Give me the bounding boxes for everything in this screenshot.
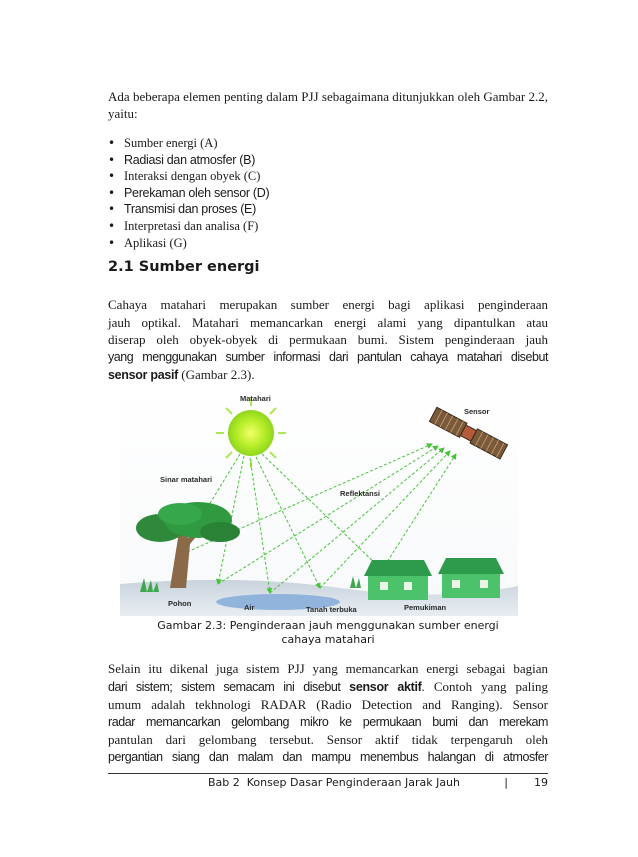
paragraph-line: Selain itu dikenal juga sistem PJJ yang memancarkan energi sebagai bagian (108, 661, 548, 676)
footer-separator: | (504, 776, 508, 789)
paragraph-line: jauh optikal. Matahari memancarkan energi alami yang dipantulkan atau (108, 314, 548, 330)
line-segment: dari sistem; sistem semacam ini disebut (108, 679, 350, 694)
paragraph-line: diserap oleh obyek-obyek di permukaan bumi. Sistem penginderaan jauh (108, 332, 548, 347)
intro-paragraph: Ada beberapa elemen penting dalam PJJ sebagaimana ditunjukkan oleh Gambar 2.2, yaitu: (108, 89, 548, 121)
page-number: 19 (534, 776, 548, 789)
list-item: • Radiasi dan atmosfer (B) (108, 152, 548, 169)
line-segment: . Contoh yang paling (421, 678, 548, 694)
paragraph-line: pantulan dari gelombang tersebut. Sensor aktif tidak terpengaruh oleh (108, 732, 548, 748)
paragraph-line: Cahaya matahari merupakan sumber energi bagi aplikasi penginderaan (108, 297, 548, 312)
figure-reference: (Gambar 2.3). (178, 367, 255, 382)
passive-sensor-paragraph (108, 296, 548, 385)
paragraph-line: yang menggunakan sumber informasi dari pantulan cahaya matahari disebut (108, 349, 548, 364)
label-sensor: Sensor (464, 407, 490, 416)
list-item: • Transmisi dan proses (E) (108, 201, 548, 218)
label-water: Air (244, 603, 255, 612)
label-soil: Tanah terbuka (306, 605, 357, 614)
element-list (108, 135, 548, 251)
label-reflection: Reflektansi (340, 489, 381, 498)
paragraph-line: umum adalah tekhnologi RADAR (Radio Detection and Ranging). Sensor (108, 697, 548, 713)
section-number: 2.1 (108, 259, 134, 275)
label-tree: Pohon (168, 599, 192, 608)
list-item: • Interpretasi dan analisa (F) (108, 218, 548, 235)
label-sun: Matahari (240, 394, 271, 403)
caption-line: Gambar 2.3: Penginderaan jauh menggunakan sumber energi (157, 619, 499, 632)
term-active-sensor: sensor aktif (349, 679, 422, 694)
list-item: • Interaksi dengan obyek (C) (108, 168, 548, 185)
label-settlement: Pemukiman (404, 603, 447, 612)
house-icon (364, 560, 432, 600)
caption-line: cahaya matahari (281, 633, 375, 646)
paragraph-line (108, 678, 548, 697)
remote-sensing-diagram (120, 388, 518, 616)
list-item: • Sumber energi (A) (108, 135, 548, 152)
active-sensor-paragraph (108, 660, 548, 767)
list-item: • Perekaman oleh sensor (D) (108, 185, 548, 202)
paragraph-line: pergantian siang dan malam dan mampu menembus halangan di atmosfer (108, 749, 548, 764)
chapter-title: Bab 2 Konsep Dasar Penginderaan Jarak Jauh (207, 776, 460, 789)
section-heading (108, 259, 260, 275)
figure-caption (108, 619, 548, 647)
paragraph-line (108, 366, 548, 385)
term-passive-sensor: sensor pasif (108, 368, 179, 382)
section-title: Sumber energi (138, 259, 260, 275)
label-sunlight: Sinar matahari (160, 475, 213, 484)
page-footer (108, 776, 548, 792)
list-item: • Aplikasi (G) (108, 235, 548, 252)
paragraph-line: radar memancarkan gelombang mikro ke permukaan bumi dan merekam (108, 714, 548, 729)
house-icon (438, 558, 504, 598)
footer-divider (108, 773, 548, 774)
